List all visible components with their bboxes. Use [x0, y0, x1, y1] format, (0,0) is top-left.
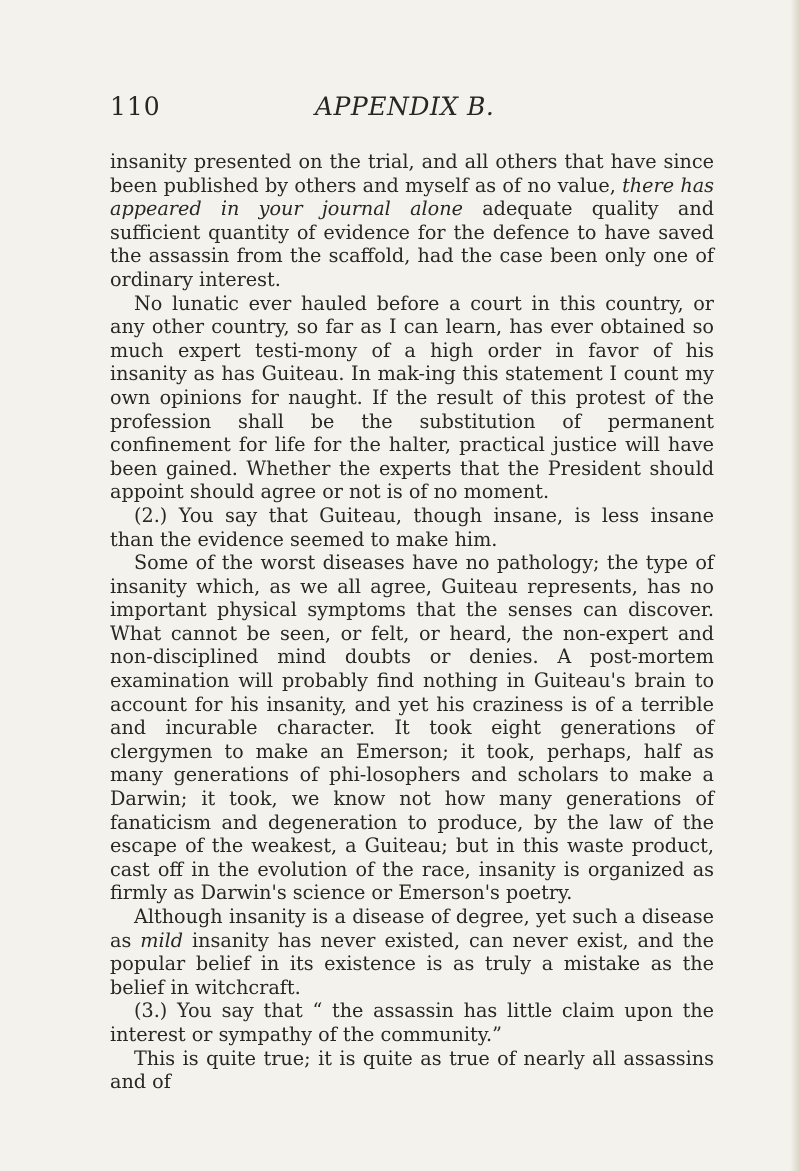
paragraph	[110, 905, 714, 999]
paragraph	[110, 551, 714, 905]
italic-text-run: mild	[140, 928, 184, 952]
paragraph	[110, 504, 714, 551]
text-run: (2.) You say that Guiteau, though insane, is less insane than the evidence seemed to make him.	[110, 503, 714, 551]
running-head: APPENDIX B.	[315, 92, 495, 121]
text-run: insanity presented on the trial, and all others that have since been published by others and myself as of no value,	[110, 150, 714, 197]
paragraph	[110, 150, 714, 292]
paragraph	[110, 999, 714, 1046]
page-edge-shadow	[790, 0, 800, 1171]
paragraph	[110, 292, 714, 504]
text-run: (3.) You say that “ the assassin has little claim upon the interest or sympathy of the community.”	[110, 999, 714, 1046]
text-run: Although insanity is a disease of degree, yet such a disease as	[110, 905, 714, 952]
paragraph	[110, 1047, 714, 1094]
text-run: adequate quality and sufficient quantity of evidence for the defence to have saved the assassin from the scaffold, had the case been only one of ordinary interest.	[110, 197, 714, 291]
text-run: This is quite true; it is quite as true of nearly all assassins and of	[110, 1046, 714, 1094]
text-run: No lunatic ever hauled before a court in this country, or any other country, so far as I can learn, has ever obtained so much expert testi-mony of a high order in favor of his insanity as has Guiteau. In mak-ing this statement I count my own opinions for naught. If the result of this protest of the profession shall be the substitution of permanent confinement for life for the halter, practical justice will have been gained. Whether the experts that the President should appoint should agree or not is of no moment.	[110, 291, 714, 504]
body-text	[110, 150, 714, 1094]
page-number: 110	[110, 92, 161, 121]
text-run: insanity has never existed, can never exist, and the popular belief in its existence is as truly a mistake as the belief in witchcraft.	[110, 928, 714, 999]
page-header	[110, 92, 710, 132]
text-run: Some of the worst diseases have no pathology; the type of insanity which, as we all agree, Guiteau represents, has no important physical symptoms that the senses can discover. What cannot be seen, or felt, or heard, the non-expert and non-disciplined mind doubts or denies. A post-mortem examination will probably find nothing in Guiteau's brain to account for his insanity, and yet his craziness is of a terrible and incurable character. It took eight generations of clergymen to make an Emerson; it took, perhaps, half as many generations of phi-losophers and scholars to make a Darwin; it took, we know not how many generations of fanaticism and degeneration to produce, by the law of the escape of the weakest, a Guiteau; but in this waste product, cast off in the evolution of the race, insanity is organized as firmly as Darwin's science or Emerson's poetry.	[110, 551, 714, 905]
italic-text-run: there has appeared in your journal alone	[110, 173, 714, 221]
